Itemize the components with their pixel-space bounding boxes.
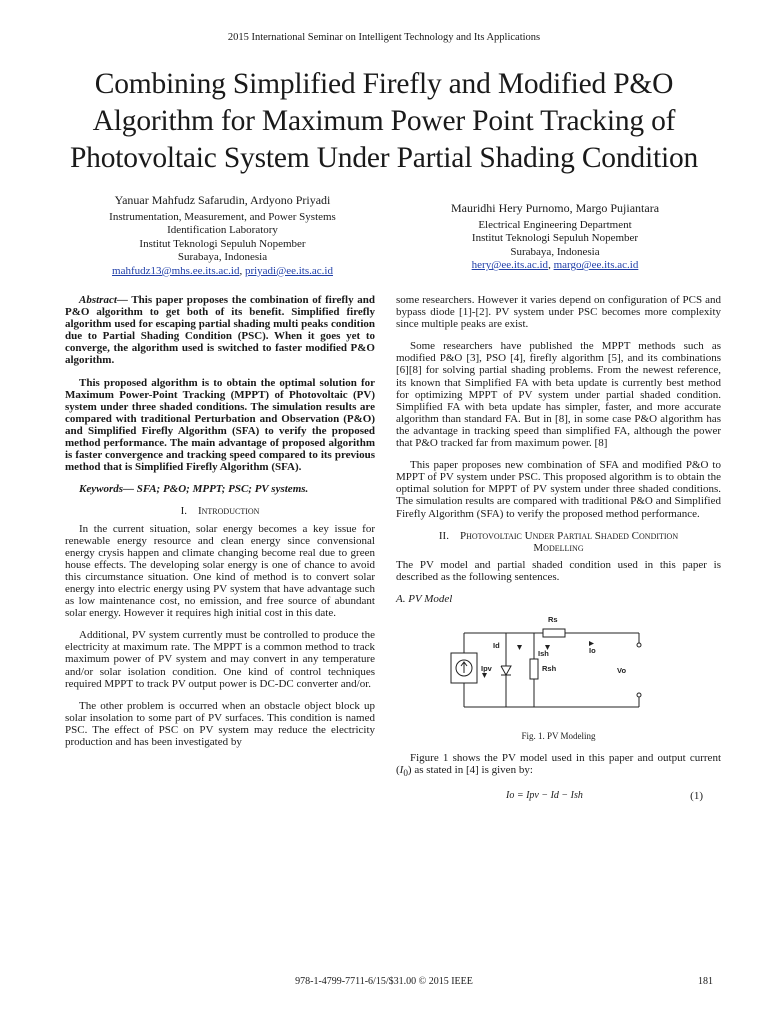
body-paragraph: some researchers. However it varies depend on configuration of PCS and bypass diode [1]-[2]. PV system under PSC becomes more complexity since multiple peaks are exist.: [396, 294, 721, 331]
affiliation-line: Identification Laboratory: [167, 224, 278, 237]
section-number: I.: [180, 505, 187, 518]
author-block-right: [385, 201, 725, 273]
equation-number: (1): [690, 789, 703, 802]
section-title: Introduction: [197, 505, 260, 518]
figure-caption: Fig. 1. PV Modeling: [521, 731, 596, 742]
running-header: 2015 International Seminar on Intelligent Technology and Its Applications: [227, 32, 541, 43]
id-arrow: [517, 645, 522, 650]
page-number: 181: [698, 976, 713, 987]
equation-body: Io = Ipv − Id − Ish: [506, 789, 583, 801]
rsh-label: Rsh: [541, 664, 556, 674]
affiliation-line: Surabaya, Indonesia: [177, 251, 268, 264]
abstract-text: This paper proposes the combination of firefly and P&O algorithm to get both of its benefit. Simplified firefly algorithm used for escaping partial shading multi peaks condition due to Partial Shading Condition (PSC). When it goes yet to converge, the algorithm used is switched to faster modified P&O algorithm.: [65, 294, 375, 367]
title-line: Algorithm for Maximum Power Point Tracking of: [92, 105, 676, 137]
body-paragraph: The PV model and partial shaded condition used in this paper is described as the following sentences.: [396, 558, 721, 583]
body-paragraph: The other problem is occurred when an obstacle object block up solar insolation to some part of PV surfaces. This condition is named PSC. The effect of PSC on PV system may reduce the electricity production and has been investigated by: [65, 699, 375, 748]
email-link[interactable]: hery@ee.its.ac.id: [471, 259, 549, 272]
ipv-arrow: [482, 673, 487, 678]
section-title: Photovoltaic Under Partial Shaded Condition: [459, 529, 679, 542]
keywords-text: SFA; P&O; MPPT; PSC; PV systems.: [136, 483, 309, 496]
affiliation-line: Institut Teknologi Sepuluh Nopember: [471, 232, 639, 245]
section-heading: [396, 530, 721, 554]
subsection-heading: A. PV Model: [396, 592, 453, 605]
output-terminal-plus: [637, 643, 641, 647]
email-link[interactable]: margo@ee.its.ac.id: [553, 259, 639, 272]
title-line: Combining Simplified Firefly and Modified P&O: [94, 68, 674, 100]
equation-1: [396, 790, 721, 806]
affiliation-line: Instrumentation, Measurement, and Power Systems: [109, 211, 336, 223]
author-emails: hery@ee.its.ac.id, margo@ee.its.ac.id: [471, 259, 639, 272]
keywords-label: Keywords: [79, 483, 123, 496]
section-heading: [65, 505, 375, 517]
ipv-label: Ipv: [480, 664, 492, 674]
left-column: [65, 294, 375, 758]
body-paragraph: Figure 1 shows the PV model used in this paper and output current $(I_0)$ as stated in [4] is given by:: [396, 752, 721, 779]
body-paragraph: Additional, PV system currently must be controlled to produce the electricity at maximum rate. The MPPT is a common method to track maximum power of PV system and may convert in any temperature and/or solar isolation condition. One kind of control techniques required MPPT to track PV output power is DC-DC converter and/or.: [65, 629, 375, 690]
section-title: Modelling: [533, 541, 584, 554]
affiliation-line: Electrical Engineering Department: [478, 219, 632, 231]
paper-title: [20, 66, 748, 177]
title-line: Photovoltaic System Under Partial Shading Condition: [69, 142, 699, 174]
body-paragraph: This paper proposes new combination of SFA and modified P&O to MPPT of PV system under PSC. This proposed algorithm is to obtain the optimal solution for MPPT of PV system under three shaded conditions. The simulation results are compared with traditional P&O and Simplified Firefly Algorithm (SFA) to verify the proposed method performance.: [396, 459, 721, 520]
author-names: Yanuar Mahfudz Safarudin, Ardyono Priyadi: [114, 193, 331, 207]
abstract-paragraph-2: This proposed algorithm is to obtain the optimal solution for Maximum Power-Point Tracking (MPPT) of Photovoltaic (PV) system under three shaded conditions. The simulation results are compared with traditional Perturbation and Observation (P&O) and Simplified Firefly Algorithm (SFA) to verify the proposed method performance. The main advantage of proposed algorithm is faster convergence and tracking speed compared to its previous method that is Simplified Firefly Algorithm (SFA).: [65, 376, 375, 474]
body-paragraph: In the current situation, solar energy becomes a key issue for renewable energy resource and clean energy since convensional energy crysis happen and climate changing become real due to green house effects. The developing solar energy is one of chance to avoid this circumstance situation. One kind of method is to convert solar energy into electric energy using PV system that have advantage such as low maintenance cost, no emission, and free source of abundant solar energy. However it requires high initial cost in this date.: [65, 522, 375, 620]
section-number: II.: [438, 529, 449, 542]
rs-label: Rs: [547, 615, 558, 625]
abstract-paragraph: Abstract— This paper proposes the combination of firefly and P&O algorithm to get both of its benefit. Simplified firefly algorithm used for escaping partial shading multi peaks condition due to Partial Shading Condition (PSC). When it goes yet to converge, the algorithm used is switched to faster modified P&O algorithm.: [65, 294, 375, 367]
id-label: Id: [492, 641, 500, 651]
body-paragraph: Some researchers have published the MPPT methods such as modified P&O [3], PSO [4], firefly algorithm [5], and its combinations [6][8] for solving partial shading problems. From the newest reference, its known that Simplified FA with beta update is currently best method for optimizing MPPT of PV system under partial shaded condition. Simplified FA with beta update has simpler, faster, and more accurate algorithm than standard FA. But in [8], in some case P&O algorithm has the advantage in tracking speed than simplified FA, although the power that P&O tracked far from maximum power. [8]: [396, 340, 721, 450]
pv-circuit-diagram: [449, 611, 669, 726]
author-block-left: [55, 193, 390, 278]
output-terminal-minus: [637, 693, 641, 697]
footer-copyright: 978-1-4799-7711-6/15/$31.00 © 2015 IEEE: [295, 976, 473, 987]
abstract-label: Abstract: [79, 294, 117, 306]
author-emails: mahfudz13@mhs.ee.its.ac.id, priyadi@ee.its.ac.id: [112, 264, 333, 277]
vo-label: Vo: [616, 666, 626, 676]
email-link[interactable]: mahfudz13@mhs.ee.its.ac.id: [112, 264, 240, 277]
io-label: Io: [588, 646, 596, 656]
ish-label: Ish: [537, 649, 549, 659]
keywords: Keywords— SFA; P&O; MPPT; PSC; PV systems.: [79, 483, 309, 496]
right-column: [396, 294, 721, 806]
author-names: Mauridhi Hery Purnomo, Margo Pujiantara: [450, 201, 660, 215]
email-link[interactable]: priyadi@ee.its.ac.id: [244, 264, 333, 277]
affiliation-line: Institut Teknologi Sepuluh Nopember: [139, 237, 306, 250]
affiliation-line: Surabaya, Indonesia: [510, 245, 600, 258]
